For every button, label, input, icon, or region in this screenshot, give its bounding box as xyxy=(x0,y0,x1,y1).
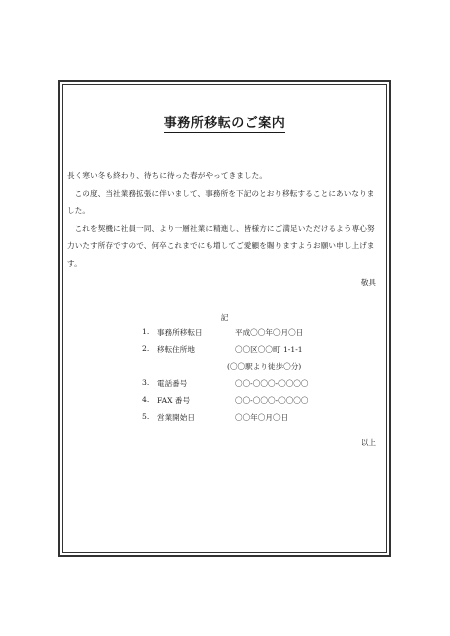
ki-heading: 記 xyxy=(220,313,229,322)
document-inner-frame xyxy=(62,84,387,553)
detail-label: FAX 番号 xyxy=(157,396,191,405)
detail-value: 〇〇年〇月〇日 xyxy=(235,413,289,422)
detail-number: 2. xyxy=(142,344,150,353)
detail-number: 5. xyxy=(142,412,150,421)
document-frame xyxy=(58,80,391,557)
detail-value: 平成〇〇年〇月〇日 xyxy=(235,328,304,337)
body-text xyxy=(67,167,376,272)
detail-value: 〇〇-〇〇〇-〇〇〇〇 xyxy=(235,396,309,405)
detail-access-note: (〇〇駅より徒歩〇分) xyxy=(227,362,302,371)
announcement-paragraph: この度、当社業務拡張に伴いまして、事務所を下記のとおり移転することにあいなりました。 xyxy=(67,188,375,215)
detail-label: 電話番号 xyxy=(157,379,188,388)
detail-label: 移転住所地 xyxy=(157,345,195,354)
detail-number: 1. xyxy=(142,327,150,336)
detail-value: 〇〇区〇〇町 1-1-1 xyxy=(235,345,303,354)
detail-label: 営業開始日 xyxy=(157,413,195,422)
closing-keigu: 敬具 xyxy=(360,278,376,287)
detail-number: 4. xyxy=(142,395,150,404)
detail-value: 〇〇-〇〇〇-〇〇〇〇 xyxy=(235,379,309,388)
document-title-text: 事務所移転のご案内 xyxy=(163,116,286,131)
detail-number: 3. xyxy=(142,378,150,387)
detail-label: 事務所移転日 xyxy=(157,328,203,337)
closing-ijo: 以上 xyxy=(360,438,376,447)
document-title xyxy=(63,112,386,131)
request-paragraph: これを契機に社員一同、より一層社業に精進し、皆様方にご満足いただけるよう専心努力いたす所存ですので、何卒これまでにも増してご愛顧を賜りますようお願い申し上げます。 xyxy=(67,223,375,268)
greeting-paragraph: 長く寒い冬も終わり、待ちに待った春がやってきました。 xyxy=(67,171,268,180)
